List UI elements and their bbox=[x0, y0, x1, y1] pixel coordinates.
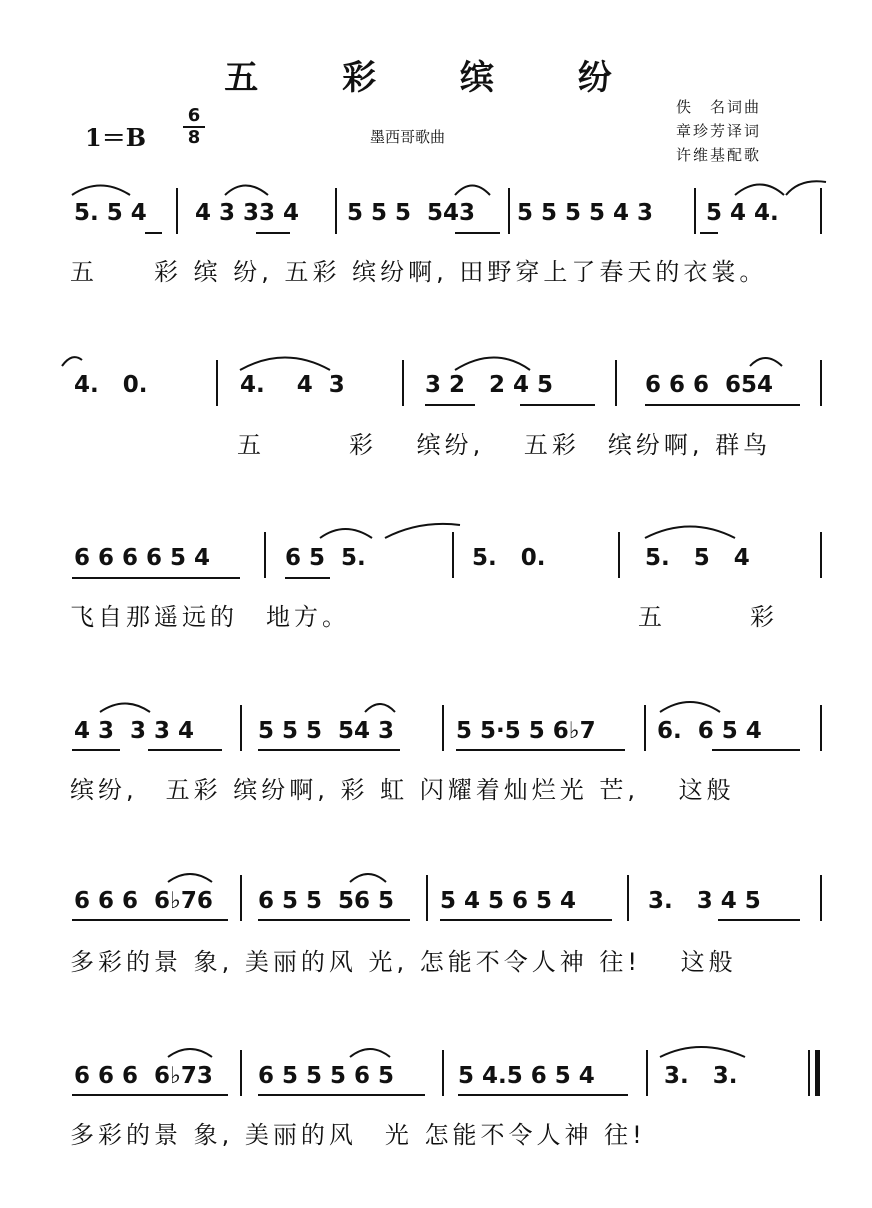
bar-line bbox=[820, 705, 822, 751]
bar-line bbox=[694, 188, 696, 234]
final-bar-line bbox=[815, 1050, 820, 1096]
lyric-text: 多彩的景 象, 美丽的风 光 怎能不令人神 往! bbox=[70, 1121, 646, 1149]
bar-line bbox=[627, 875, 629, 921]
meter-top: 6 bbox=[183, 106, 205, 128]
measure: 6. 6 5 4 bbox=[657, 718, 762, 744]
bar-line bbox=[216, 360, 218, 406]
measure: 6 5 5 56 5 bbox=[258, 888, 395, 914]
measure: 5. 5 4 bbox=[74, 200, 147, 226]
notation-line-3 bbox=[0, 545, 872, 585]
measure: 6 6 6 6 5 4 bbox=[74, 545, 211, 571]
bar-line bbox=[508, 188, 510, 234]
lyric-text: 五 彩 缤 纷, 五彩 缤纷啊, 田野穿上了春天的衣裳。 bbox=[70, 258, 768, 286]
measure: 5 4 5 6 5 4 bbox=[440, 888, 577, 914]
measure: 6 6 6 654 bbox=[645, 372, 774, 398]
bar-line bbox=[820, 875, 822, 921]
song-origin: 墨西哥歌曲 bbox=[370, 128, 446, 146]
key-signature: 1＝B bbox=[85, 123, 146, 152]
bar-line bbox=[646, 1050, 648, 1096]
measure: 6 5 5 5 6 5 bbox=[258, 1063, 395, 1089]
measure: 5 5 5 543 bbox=[347, 200, 476, 226]
measure: 5. 0. bbox=[472, 545, 546, 571]
measure: 4 3 33 4 bbox=[195, 200, 300, 226]
bar-line bbox=[442, 1050, 444, 1096]
measure: 6 5 5. bbox=[285, 545, 366, 571]
credit-line: 章珍芳译词 bbox=[676, 122, 762, 140]
credit-line: 佚 名词曲 bbox=[676, 98, 762, 116]
credits bbox=[676, 95, 761, 167]
bar-line bbox=[402, 360, 404, 406]
bar-line bbox=[820, 360, 822, 406]
bar-line bbox=[820, 532, 822, 578]
measure: 3 2 2 4 5 bbox=[425, 372, 554, 398]
bar-line bbox=[618, 532, 620, 578]
bar-line bbox=[820, 188, 822, 234]
bar-line bbox=[264, 532, 266, 578]
time-signature bbox=[183, 106, 205, 148]
notation-line-1 bbox=[0, 200, 872, 240]
measure: 6 6 6 6♭76 bbox=[74, 888, 213, 914]
bar-line bbox=[176, 188, 178, 234]
bar-line bbox=[615, 360, 617, 406]
measure: 3. 3 4 5 bbox=[648, 888, 761, 914]
notation-line-4 bbox=[0, 718, 872, 758]
notation-line-6 bbox=[0, 1063, 872, 1103]
bar-line bbox=[240, 705, 242, 751]
measure: 5. 5 4 bbox=[645, 545, 750, 571]
measure: 5 5 5 5 4 3 bbox=[517, 200, 654, 226]
lyric-line-5 bbox=[0, 942, 872, 976]
lyric-text: 多彩的景 象, 美丽的风 光, 怎能不令人神 往! 这般 bbox=[70, 948, 737, 976]
bar-line bbox=[808, 1050, 810, 1096]
measure: 6 6 6 6♭73 bbox=[74, 1063, 213, 1089]
measure: 3. 3. bbox=[664, 1063, 738, 1089]
lyric-line-2 bbox=[0, 425, 872, 459]
lyric-text: 五 彩 缤纷, 五彩 缤纷啊, 群鸟 bbox=[237, 431, 772, 459]
lyric-text: 缤纷, 五彩 缤纷啊, 彩 虹 闪耀着灿烂光 芒, 这般 bbox=[70, 776, 735, 804]
measure: 4. 4 3 bbox=[240, 372, 345, 398]
credit-line: 许维基配歌 bbox=[676, 146, 762, 164]
song-title: 五 彩 缤 纷 bbox=[224, 58, 648, 98]
lyric-line-1 bbox=[0, 252, 872, 286]
measure: 5 5 5 54 3 bbox=[258, 718, 395, 744]
bar-line bbox=[644, 705, 646, 751]
bar-line bbox=[335, 188, 337, 234]
measure: 5 4.5 6 5 4 bbox=[458, 1063, 595, 1089]
measure: 5 4 4. bbox=[706, 200, 779, 226]
measure: 4. 0. bbox=[74, 372, 148, 398]
lyric-line-4 bbox=[0, 770, 872, 804]
bar-line bbox=[426, 875, 428, 921]
measure: 5 5·5 5 6♭7 bbox=[456, 718, 596, 744]
bar-line bbox=[442, 705, 444, 751]
bar-line bbox=[452, 532, 454, 578]
lyric-line-6 bbox=[0, 1115, 872, 1149]
lyric-line-3 bbox=[0, 597, 872, 631]
lyric-text: 五 彩 bbox=[638, 603, 778, 631]
notation-line-2 bbox=[0, 372, 872, 412]
lyric-text: 飞自那遥远的 地方。 bbox=[70, 603, 350, 631]
measure: 4 3 3 3 4 bbox=[74, 718, 195, 744]
meter-bottom: 8 bbox=[187, 127, 201, 148]
bar-line bbox=[240, 875, 242, 921]
notation-line-5 bbox=[0, 888, 872, 928]
bar-line bbox=[240, 1050, 242, 1096]
